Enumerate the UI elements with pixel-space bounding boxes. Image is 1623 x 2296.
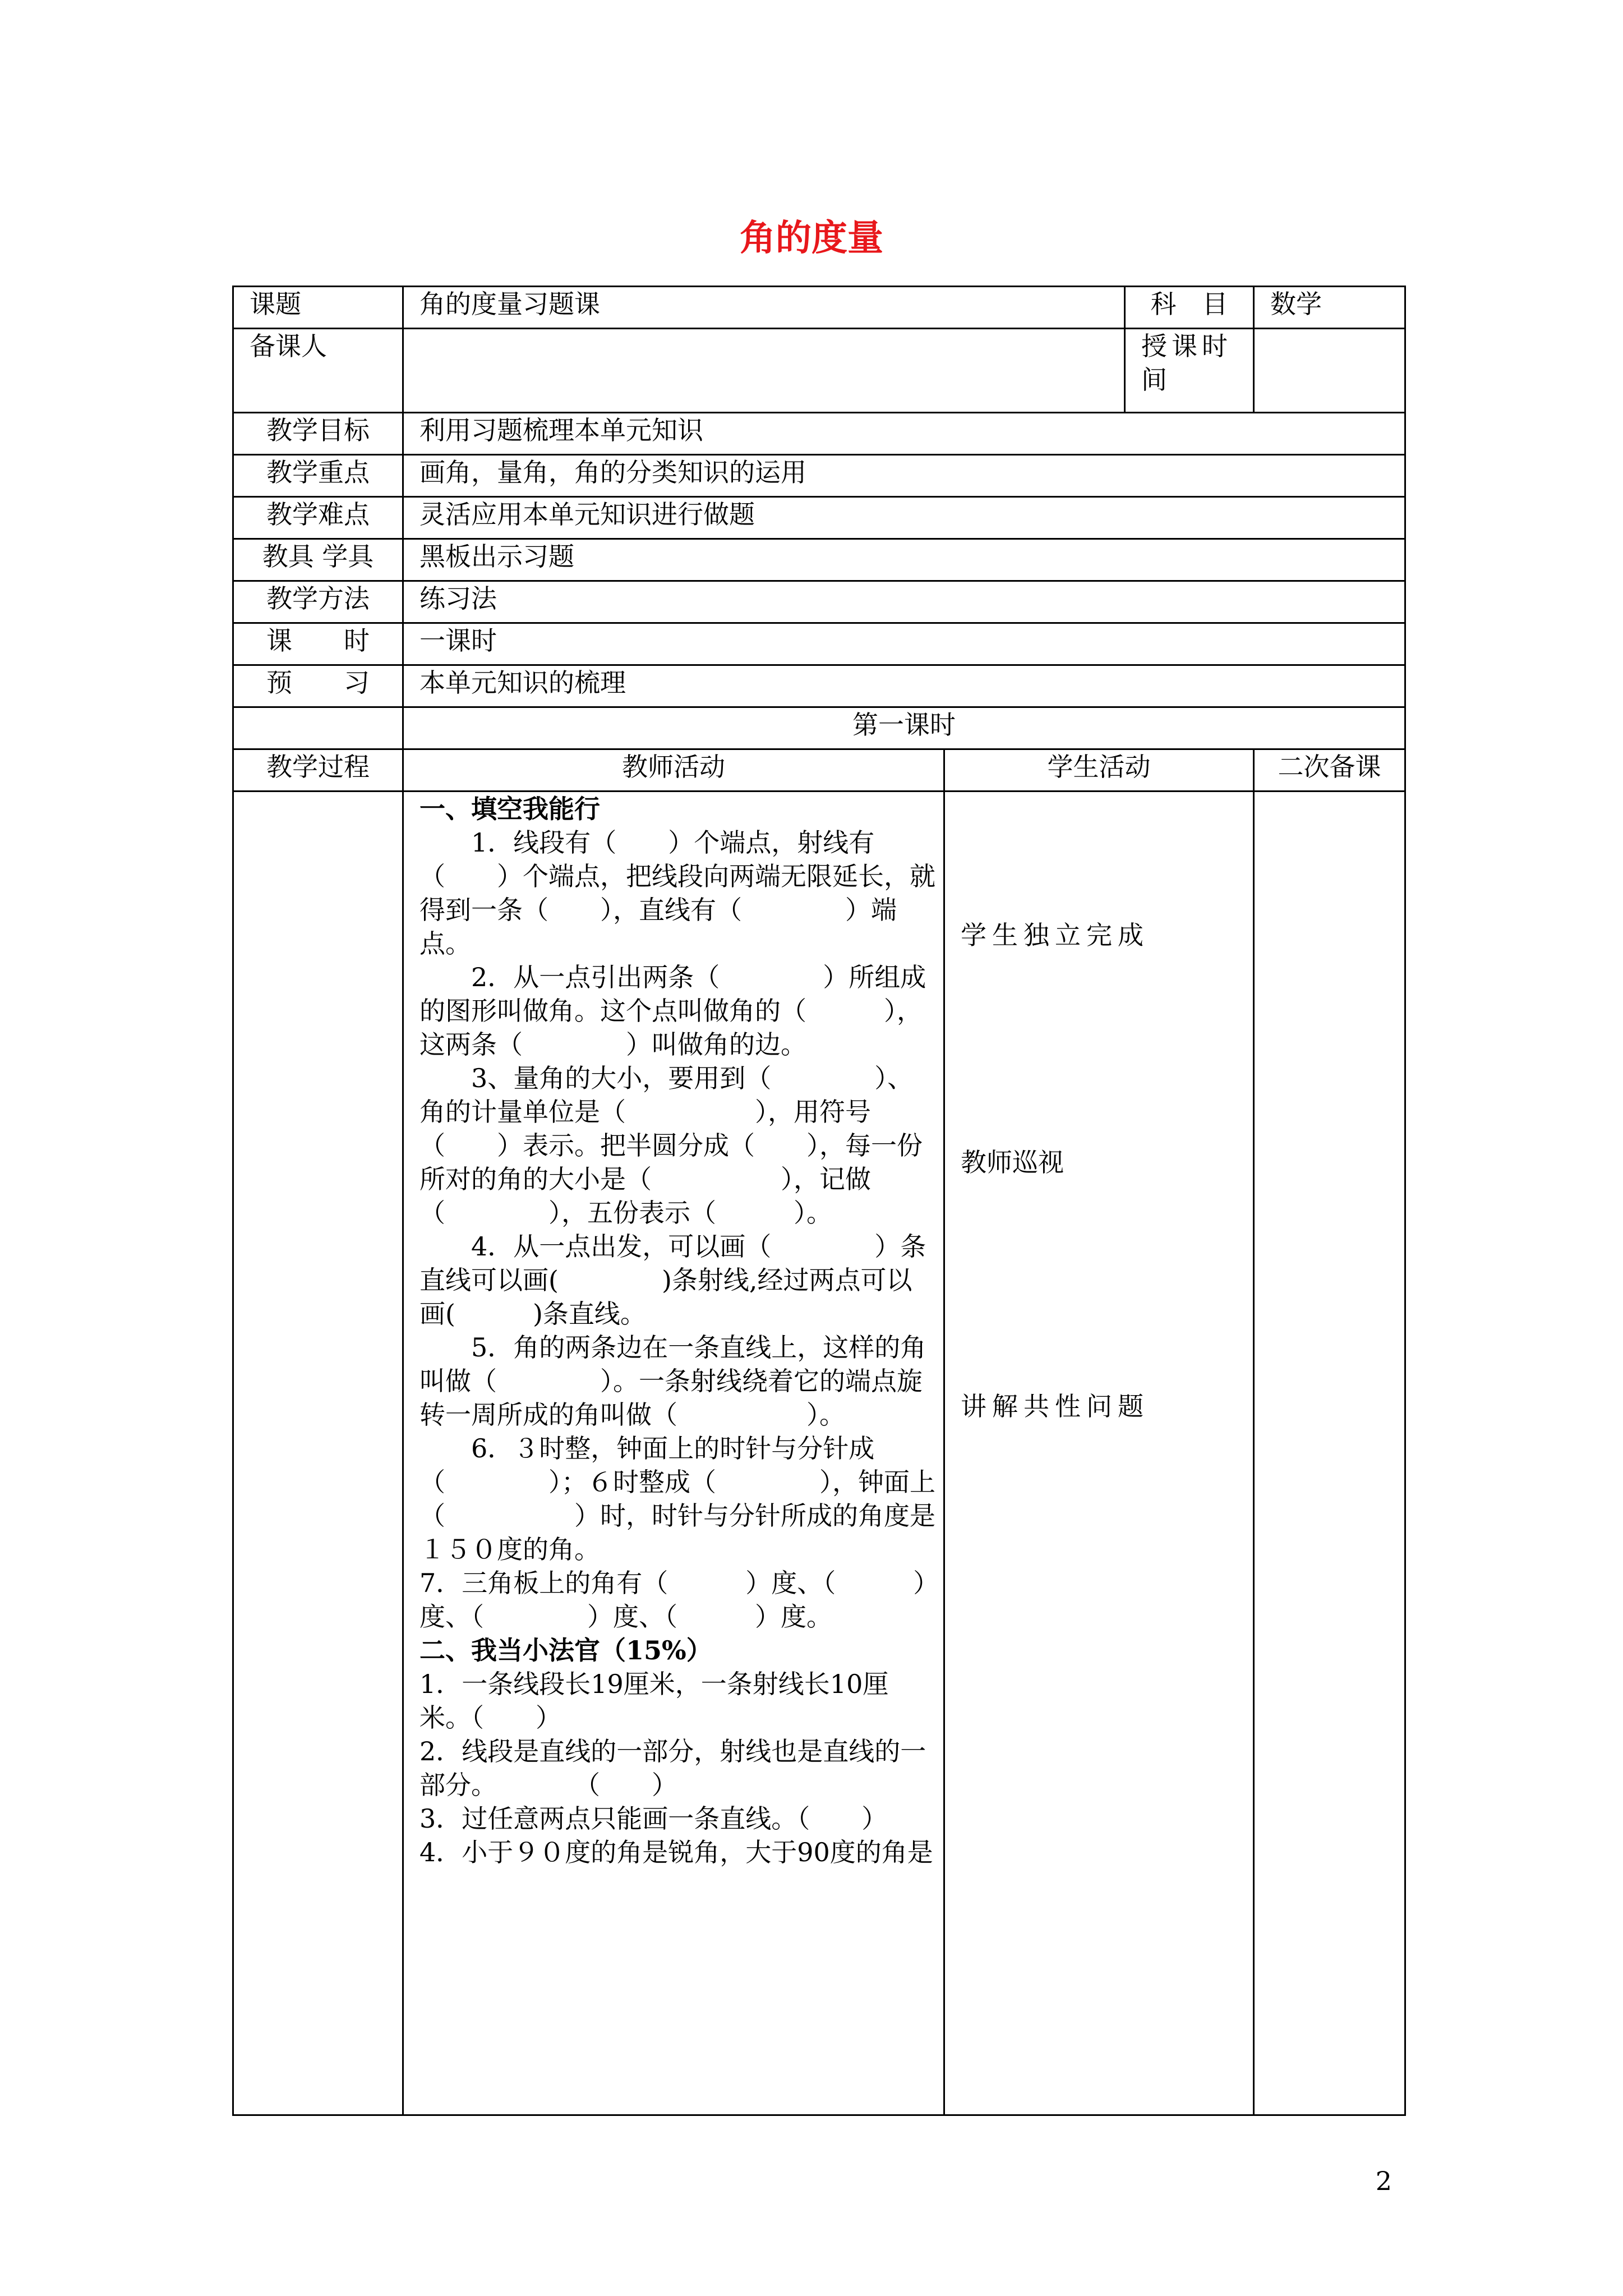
page-number: 2: [1375, 2166, 1392, 2196]
question-2: 2．从一点引出两条（ ）所组成的图形叫做角。这个点叫做角的（ ），这两条（ ）叫做角的边。: [419, 962, 926, 1060]
row-preparer: [233, 329, 1405, 413]
student-note-1: 学生独立完成: [961, 920, 1149, 950]
judge-question-2: 2．线段是直线的一部分，射线也是直线的一部分。 （ ）: [419, 1736, 926, 1800]
second-prep-header: 二次备课: [1254, 749, 1405, 792]
teaching-time-value: [1254, 329, 1405, 413]
section1-title: 一、填空我能行: [419, 794, 600, 824]
second-prep-cell: [1254, 792, 1405, 2115]
row-info: [233, 497, 1405, 539]
session-label: 第一课时: [403, 707, 1405, 749]
preparer-value: [403, 329, 1125, 413]
row-process-body: [233, 792, 1405, 2115]
lesson-plan-table: [232, 286, 1406, 2116]
teaching-time-label: 授课时间: [1125, 329, 1254, 413]
info-value: 灵活应用本单元知识进行做题: [403, 497, 1405, 539]
preparer-label: 备课人: [233, 329, 403, 413]
judge-question-1: 1．一条线段长19厘米，一条射线长10厘米。（ ）: [419, 1669, 889, 1733]
question-7: 7．三角板上的角有（ ）度、（ ）度、（ ）度、（ ）度。: [419, 1568, 926, 1632]
info-label: 教具 学具: [233, 539, 403, 581]
info-value: 一课时: [403, 623, 1405, 665]
row-info: [233, 455, 1405, 497]
topic-value: 角的度量习题课: [403, 287, 1125, 329]
row-process-header: [233, 749, 1405, 792]
student-note-3: 讲解共性问题: [961, 1391, 1149, 1421]
info-value: 利用习题梳理本单元知识: [403, 413, 1405, 455]
info-label: 教学重点: [233, 455, 403, 497]
row-info: [233, 413, 1405, 455]
info-value: 本单元知识的梳理: [403, 665, 1405, 707]
info-label: 教学方法: [233, 581, 403, 623]
section2-title: 二、我当小法官（15%）: [419, 1635, 712, 1665]
info-value: 黑板出示习题: [403, 539, 1405, 581]
row-info: [233, 665, 1405, 707]
topic-label: 课题: [233, 287, 403, 329]
subject-value: 数学: [1254, 287, 1405, 329]
info-value: 练习法: [403, 581, 1405, 623]
question-1: 1．线段有（ ）个端点，射线有（ ）个端点，把线段向两端无限延长，就得到一条（ ），直线有（ ）端点。: [419, 827, 935, 959]
row-session: [233, 707, 1405, 749]
judge-question-3: 3．过任意两点只能画一条直线。（ ）: [419, 1803, 888, 1834]
process-label: 教学过程: [233, 749, 403, 792]
info-label: 教学难点: [233, 497, 403, 539]
subject-label: 科 目: [1125, 287, 1254, 329]
judge-question-4: 4．小于９０度的角是锐角，大于90度的角是: [419, 1837, 933, 1867]
blank-cell: [233, 707, 403, 749]
row-info: [233, 623, 1405, 665]
row-info: [233, 581, 1405, 623]
question-5: 5．角的两条边在一条直线上，这样的角叫做（ ）。一条射线绕着它的端点旋转一周所成的角叫做（ ）。: [419, 1332, 926, 1430]
info-value: 画角，量角，角的分类知识的运用: [403, 455, 1405, 497]
teacher-activity-header: 教师活动: [403, 749, 944, 792]
info-label: 预 习: [233, 665, 403, 707]
question-3: 3、量角的大小，要用到（ ）、角的计量单位是（ ），用符号（ ）表示。把半圆分成（ ），每一份所对的角的大小是（ ），记做（ ），五份表示（ ）。: [419, 1063, 923, 1228]
student-activity-header: 学生活动: [944, 749, 1254, 792]
info-label: 课 时: [233, 623, 403, 665]
question-4: 4．从一点出发，可以画（ ）条直线可以画( )条射线,经过两点可以画( )条直线。: [419, 1231, 926, 1329]
student-activity-cell: [944, 792, 1254, 2115]
process-blank: [233, 792, 403, 2115]
page-title: 角的度量: [740, 217, 883, 259]
teacher-activity-cell: [403, 792, 944, 2115]
info-label: 教学目标: [233, 413, 403, 455]
student-note-2: 教师巡视: [961, 1147, 1064, 1177]
row-info: [233, 539, 1405, 581]
row-topic: [233, 287, 1405, 329]
question-6: 6．３时整，钟面上的时针与分针成（ ）；６时整成（ ），钟面上（ ）时，时针与分针所成的角度是１５０度的角。: [419, 1433, 935, 1565]
